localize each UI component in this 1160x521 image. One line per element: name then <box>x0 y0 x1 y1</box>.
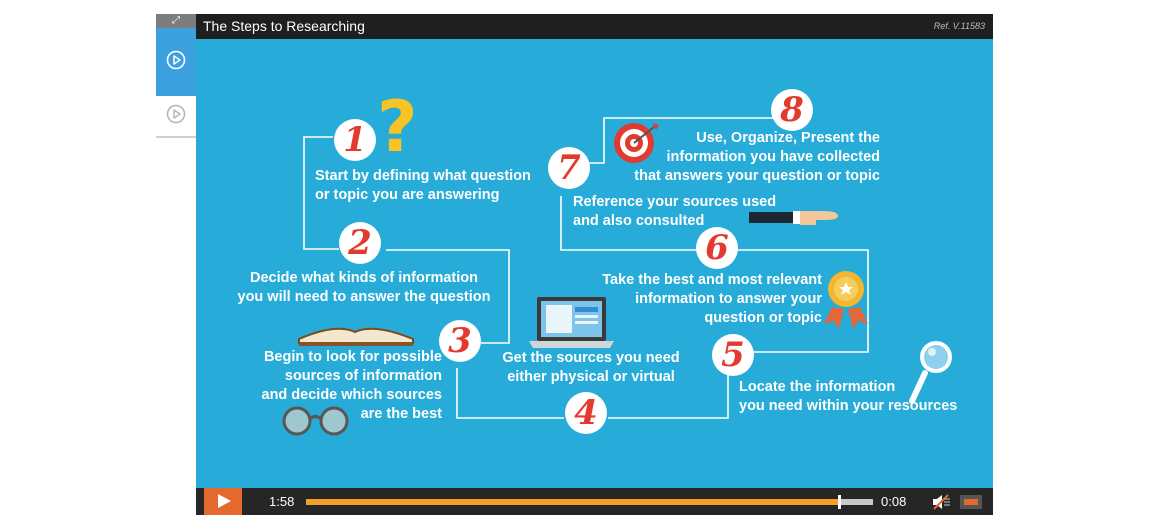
book-icon <box>299 329 413 346</box>
step-number-4: 4 <box>565 392 607 434</box>
medal-icon <box>824 271 868 329</box>
step-4-text: Get the sources you need either physical or virtual <box>502 350 680 385</box>
step-number-1: 1 <box>334 119 376 161</box>
step-3-text: Begin to look for possible sources of information and decide which sources are the best <box>261 349 442 422</box>
step-number-5: 5 <box>712 334 754 376</box>
slide-canvas <box>196 39 993 488</box>
reference-label: Ref. V.11583 <box>933 21 985 31</box>
question-mark: ? <box>377 86 418 168</box>
progress-bar[interactable] <box>306 499 873 505</box>
captions-icon[interactable] <box>960 495 982 509</box>
step-1-text: Start by defining what question or topic you are answering <box>315 168 531 203</box>
player-header <box>196 14 993 39</box>
play-circle-icon <box>166 104 186 124</box>
remaining-time: 0:08 <box>881 494 907 509</box>
step-number-7: 7 <box>548 147 590 189</box>
rail-item-active[interactable] <box>156 28 196 96</box>
elapsed-time: 1:58 <box>269 494 295 509</box>
rail-item[interactable] <box>156 96 196 138</box>
step-number-6: 6 <box>696 227 738 269</box>
step-2-text: Decide what kinds of information you will need to answer the question <box>237 270 491 305</box>
slide-rail <box>156 14 196 138</box>
progress-fill <box>306 499 839 505</box>
step-7-text: Reference your sources used and also consulted <box>573 194 777 229</box>
player-controls <box>196 488 993 515</box>
step-number-2: 2 <box>339 222 381 264</box>
step-8-text: Use, Organize, Present the information you have collected that answers your question or topic <box>634 130 880 184</box>
mute-icon[interactable] <box>931 493 951 511</box>
step-6-text: Take the best and most relevant information to answer your question or topic <box>602 272 822 326</box>
step-number-8: 8 <box>771 89 813 131</box>
step-5-text: Locate the information you need within your resources <box>739 379 958 414</box>
page-title: The Steps to Researching <box>203 18 365 34</box>
play-button[interactable] <box>204 488 242 515</box>
step-number-3: 3 <box>439 320 481 362</box>
expand-icon[interactable]: ⤢ <box>156 14 196 28</box>
play-circle-icon <box>166 50 186 70</box>
progress-handle[interactable] <box>838 495 841 509</box>
